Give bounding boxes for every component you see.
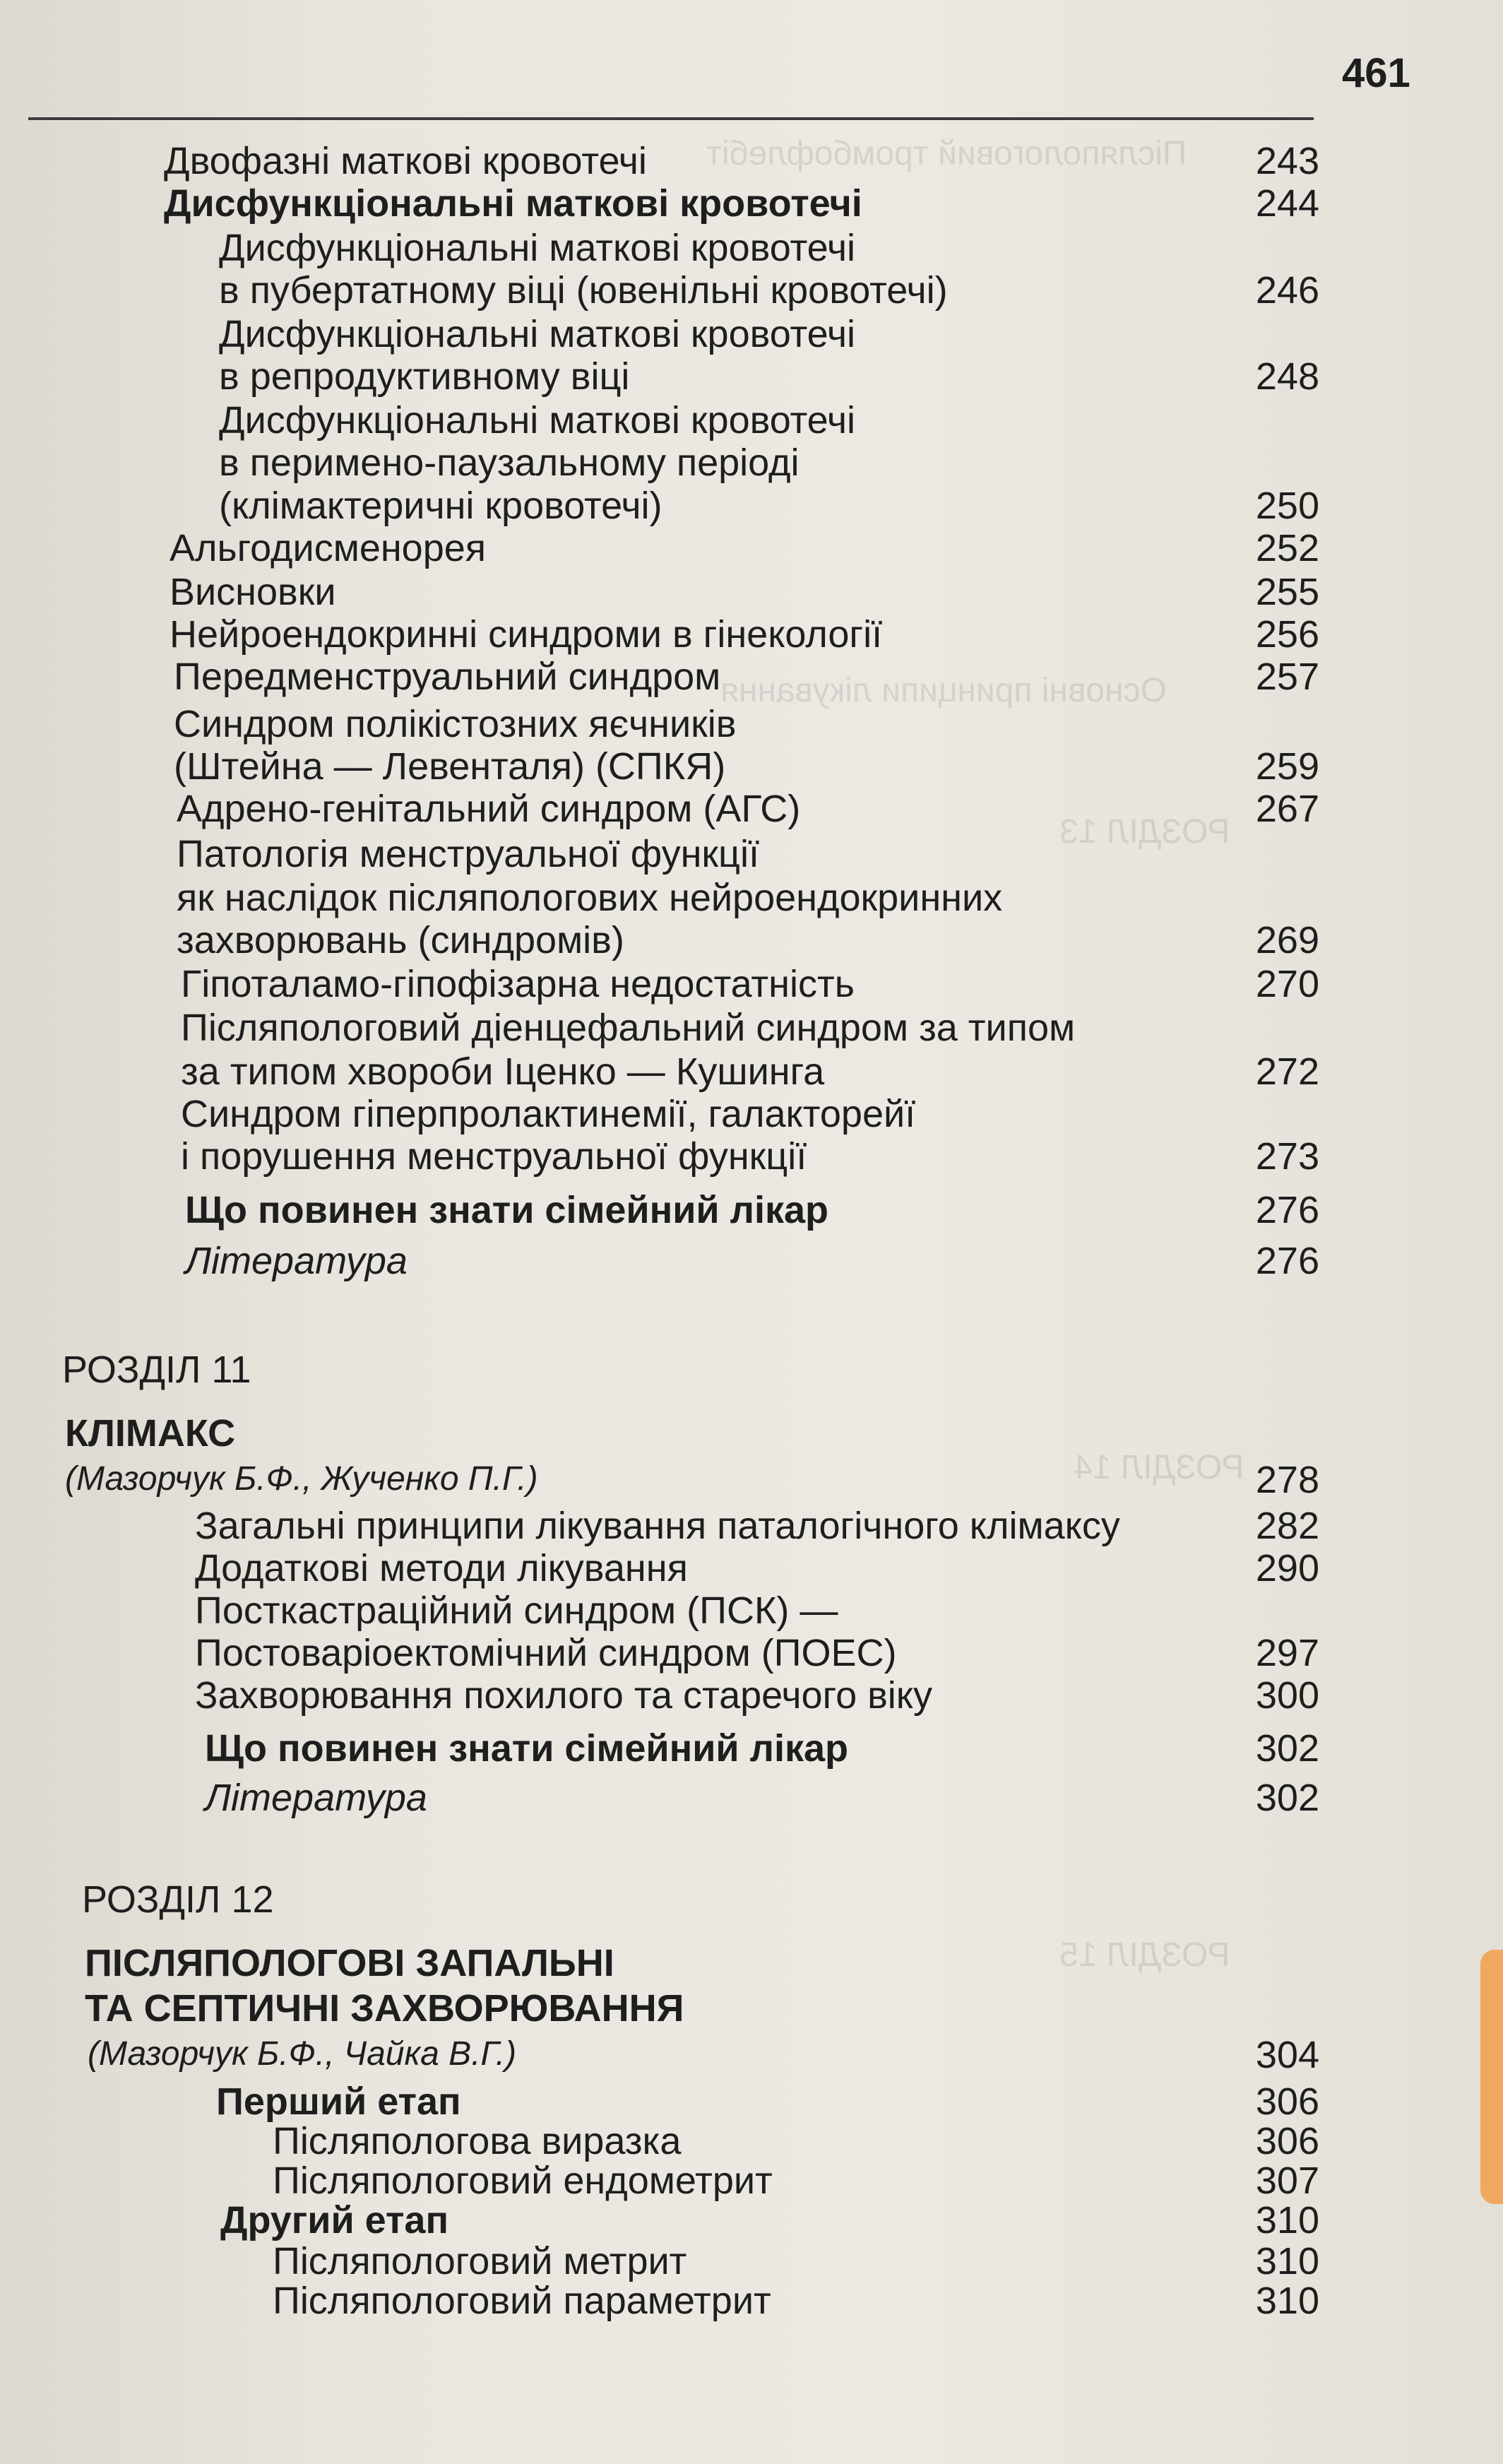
- toc-entry: Синдром гіперпролактинемії, галакторейї: [181, 1093, 916, 1135]
- toc-entry: Післяпологовий діенцефальний синдром за типом: [181, 1007, 1076, 1049]
- section-title: КЛІМАКС: [65, 1412, 236, 1455]
- section-label: РОЗДІЛ 12: [82, 1878, 274, 1921]
- toc-entry: за типом хвороби Іценко — Кушинга 272: [181, 1050, 1319, 1093]
- toc-entry: захворювань (синдромів) 269: [177, 919, 1319, 961]
- toc-entry: Другий етап 310: [220, 2199, 1319, 2241]
- toc-entry: Захворювання похилого та старечого віку 300: [195, 1674, 1319, 1717]
- toc-entry: Висновки 255: [170, 571, 1319, 613]
- page-edge-tab: [1480, 1950, 1503, 2204]
- toc-entry: Що повинен знати сімейний лікар 276: [185, 1189, 1319, 1231]
- toc-entry: (Штейна — Левенталя) (СПКЯ) 259: [174, 745, 1319, 788]
- toc-entry: Що повинен знати сімейний лікар 302: [205, 1727, 1319, 1770]
- toc-entry: Післяпологова виразка 306: [273, 2120, 1319, 2162]
- toc-entry: Альгодисменорея 252: [170, 527, 1319, 569]
- toc-entry: Дисфункціональні маткові кровотечі: [219, 313, 856, 355]
- toc-entry: Післяпологовий параметрит 310: [273, 2280, 1319, 2322]
- section-label: РОЗДІЛ 11: [62, 1349, 251, 1391]
- toc-entry: Дисфункціональні маткові кровотечі: [219, 399, 856, 442]
- toc-entry: Дисфункціональні маткові кровотечі: [219, 227, 856, 269]
- section-title: ТА СЕПТИЧНІ ЗАХВОРЮВАННЯ: [85, 1987, 684, 2030]
- toc-entry: Гіпоталамо-гіпофізарна недостатність 270: [181, 963, 1319, 1005]
- toc-entry: як наслідок післяпологових нейроендокринних: [177, 877, 1003, 919]
- authors-line: (Мазорчук Б.Ф., Чайка В.Г.) 304: [88, 2034, 1319, 2076]
- toc-entry: Посткастраційний синдром (ПСК) —: [195, 1589, 838, 1632]
- toc-entry: Загальні принципи лікування паталогічного клімаксу 282: [195, 1505, 1319, 1547]
- toc-entry: (клімактеричні кровотечі) 250: [219, 485, 1319, 527]
- section-title: ПІСЛЯПОЛОГОВІ ЗАПАЛЬНІ: [85, 1942, 614, 1984]
- toc-entry: в перимено-паузальному періоді: [219, 442, 800, 484]
- toc-entry: в пубертатному віці (ювенільні кровотечі) 246: [219, 269, 1319, 312]
- book-page: Післяпологовий тромбофлебіт Основні принципи лікування РОЗДІЛ 13 РОЗДІЛ 14 РОЗДІЛ 15 461 Двофазні маткові кровотечі 243 Дисфункціональні маткові кровотечі 244 Дисфункціональні маткові кровотечі в пубертатному віці (ювенільні кровотечі) 246 Дисфункціональні маткові кровотечі в репродуктивному віці 248 Дисфункціональні маткові кровотечі в перимено-паузальному періоді (клімактеричні кровотечі) 250 Альгодисменорея 252 Висновки 255 Нейроендокринні синдроми в гінекології 256 Передменструальний синдром 257 Синдром полікістозних яєчників (Штейна — Левенталя) (СПКЯ) 259 Адрено-генітальний синдром (АГС) 267 Патологія менструальної функції як наслідок післяпологових нейроендокринних захворювань (синдромів) 269 Гіпоталамо-гіпофізарна недостатність 270 Післяпологовий діенцефальний синдром за типом за типом хвороби Іценко — Кушинга 272 Синдром гіперпролактинемії, галакторейї і порушення менструальної функції 273 Що повинен знати сімейний лікар 276 Література 276 РОЗДІЛ 11 КЛІМАКС (Мазорчук Б.Ф., Жученко П.Г.) 278 Загальні принципи лікування паталогічного клімаксу 282 Додаткові методи лікування 290 Посткастраційний синдром (ПСК) — Постоваріоектомічний синдром (ПОЕС) 297 Захворювання похилого та старечого віку 300 Що повинен знати сімейний лікар 302 Література 302 РОЗДІЛ 12 ПІСЛЯПОЛОГОВІ ЗАПАЛЬНІ ТА СЕПТИЧНІ ЗАХВОРЮВАННЯ (Мазорчук Б.Ф., Чайка В.Г.) 304 Перший етап 306 Післяпологова виразка 306 Післяпологовий ендометрит 307 Другий етап 310 Післяпологовий метрит 310 Післяпологовий параметрит 310: [0, 0, 1503, 2464]
- toc-entry: Перший етап 306: [216, 2080, 1319, 2123]
- toc-entry: Література 302: [205, 1777, 1319, 1819]
- toc-entry: Післяпологовий ендометрит 307: [273, 2160, 1319, 2202]
- toc-entry: Постоваріоектомічний синдром (ПОЕС) 297: [195, 1632, 1319, 1674]
- toc-entry: Післяпологовий метрит 310: [273, 2240, 1319, 2282]
- toc-entry: в репродуктивному віці 248: [219, 355, 1319, 398]
- authors-line: (Мазорчук Б.Ф., Жученко П.Г.) 278: [65, 1459, 1319, 1501]
- toc-entry: і порушення менструальної функції 273: [181, 1135, 1319, 1178]
- toc-entry: Патологія менструальної функції: [177, 833, 759, 875]
- toc-entry: Адрено-генітальний синдром (АГС) 267: [177, 788, 1319, 830]
- toc-entry: Додаткові методи лікування 290: [195, 1547, 1319, 1589]
- toc-entry: Синдром полікістозних яєчників: [174, 703, 737, 745]
- toc-entry: Передменструальний синдром 257: [174, 656, 1319, 698]
- toc-entry: Дисфункціональні маткові кровотечі 244: [164, 182, 1319, 225]
- toc-entry: Двофазні маткові кровотечі 243: [164, 140, 1319, 182]
- toc-entry: Нейроендокринні синдроми в гінекології 256: [170, 613, 1319, 656]
- page-number: 461: [1342, 50, 1410, 96]
- header-rule: [28, 117, 1314, 120]
- toc-entry: Література 276: [185, 1240, 1319, 1282]
